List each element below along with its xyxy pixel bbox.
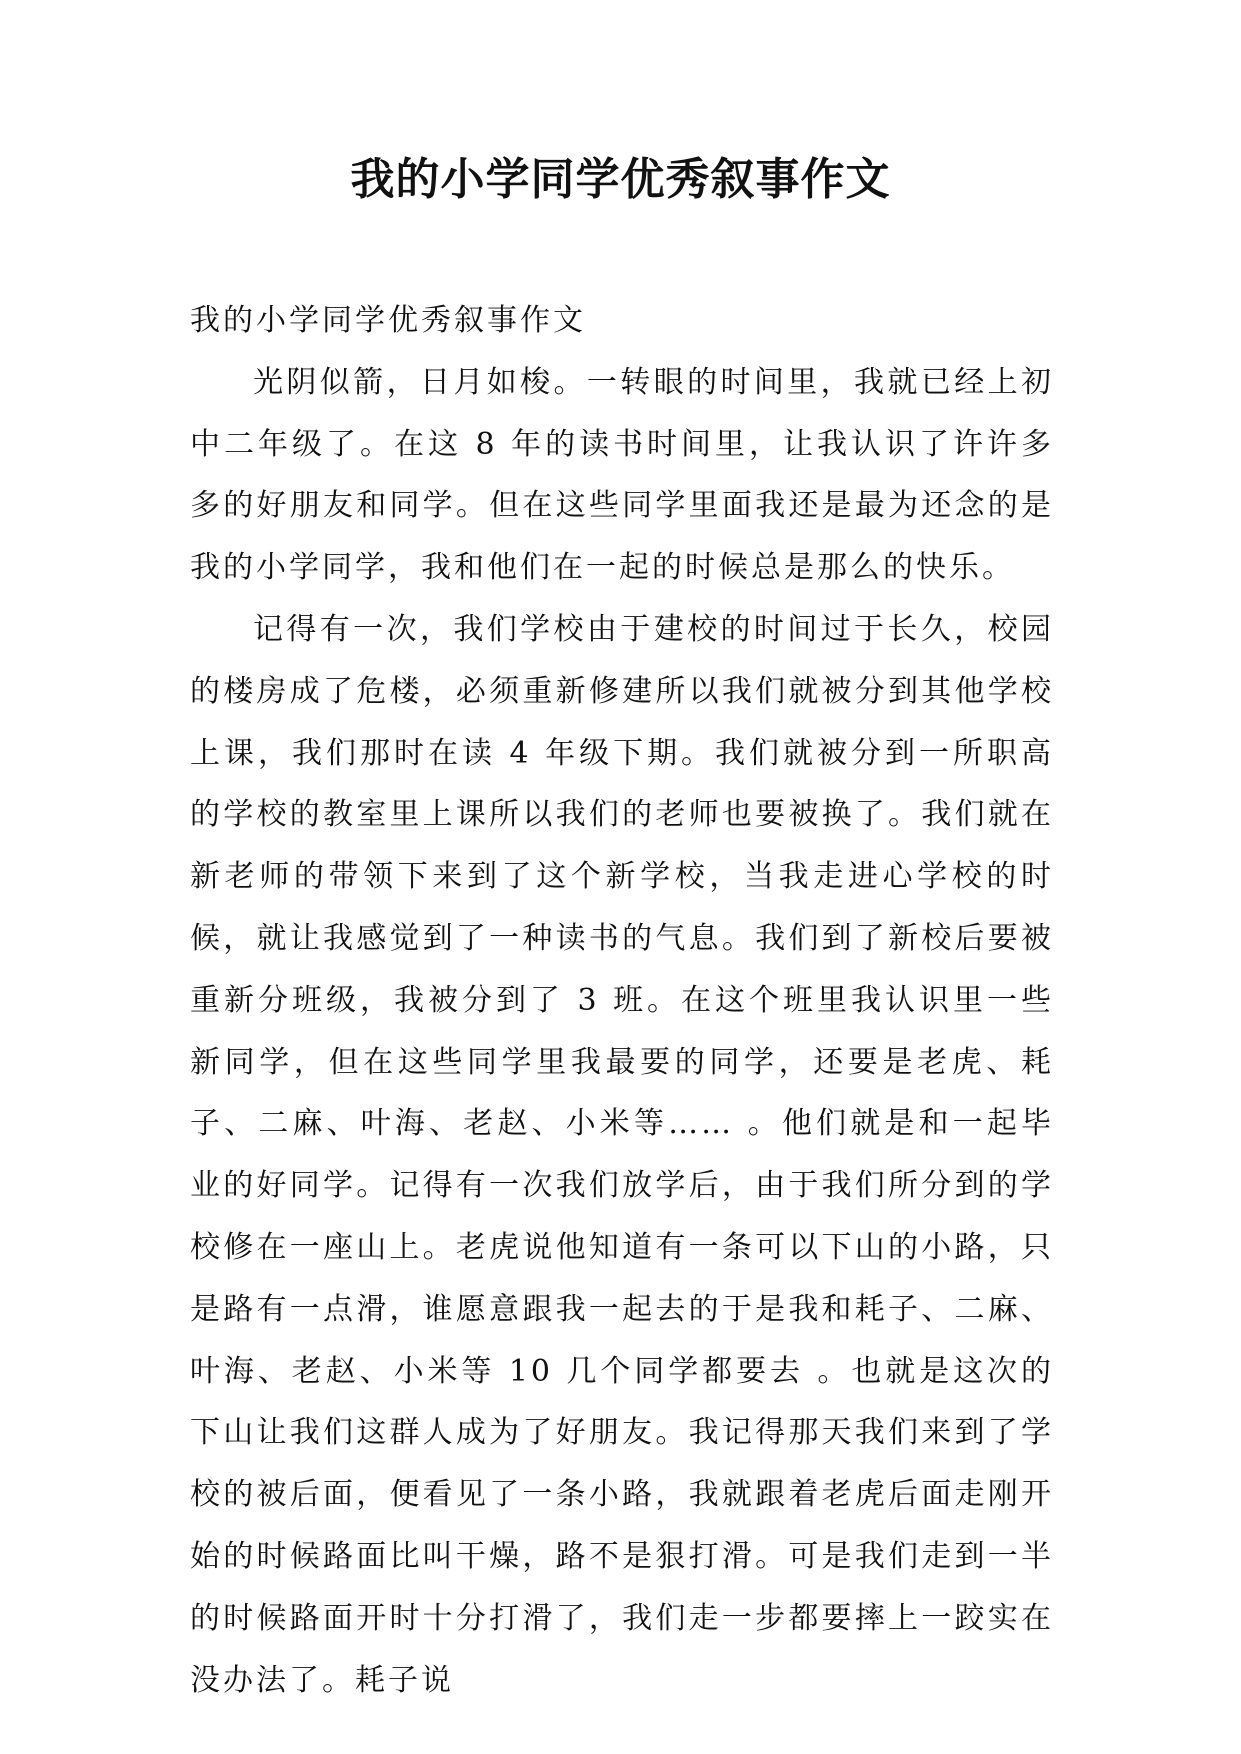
document-title: 我的小学同学优秀叙事作文 bbox=[350, 154, 891, 205]
body-paragraph: 光阴似箭，日月如梭。一转眼的时间里，我就已经上初中二年级了。在这 8 年的读书时间里，让我认识了许许多多的好朋友和同学。但在这些同学里面我还是最为还念的是我的小学同学，我和他们在一起的时候总是那么的快乐。 bbox=[190, 364, 1054, 586]
document-body bbox=[190, 290, 1054, 1711]
document-subtitle: 我的小学同学优秀叙事作文 bbox=[190, 303, 586, 338]
body-paragraph: 记得有一次，我们学校由于建校的时间过于长久，校园的楼房成了危楼，必须重新修建所以我们就被分到其他学校上课，我们那时在读 4 年级下期。我们就被分到一所职高的学校的教室里上课所以我们的老师也要被换了。我们就在新老师的带领下来到了这个新学校，当我走进心学校的时候，就让我感觉到了一种读书的气息。我们到了新校后要被重新分班级，我被分到了 3 班。在这个班里我认识里一些新同学，但在这些同学里我最要的同学，还要是老虎、耗子、二麻、叶海、老赵、小米等…… 。他们就是和一起毕业的好同学。记得有一次我们放学后，由于我们所分到的学校修在一座山上。老虎说他知道有一条可以下山的小路，只是路有一点滑，谁愿意跟我一起去的于是我和耗子、二麻、叶海、老赵、小米等 10 几个同学都要去 。也就是这次的下山让我们这群人成为了好朋友。我记得那天我们来到了学校的被后面，便看见了一条小路，我就跟着老虎后面走刚开始的时候路面比叫干燥，路不是狠打滑。可是我们走到一半的时候路面开时十分打滑了，我们走一步都要摔上一跤实在没办法了。耗子说 bbox=[190, 611, 1054, 1698]
